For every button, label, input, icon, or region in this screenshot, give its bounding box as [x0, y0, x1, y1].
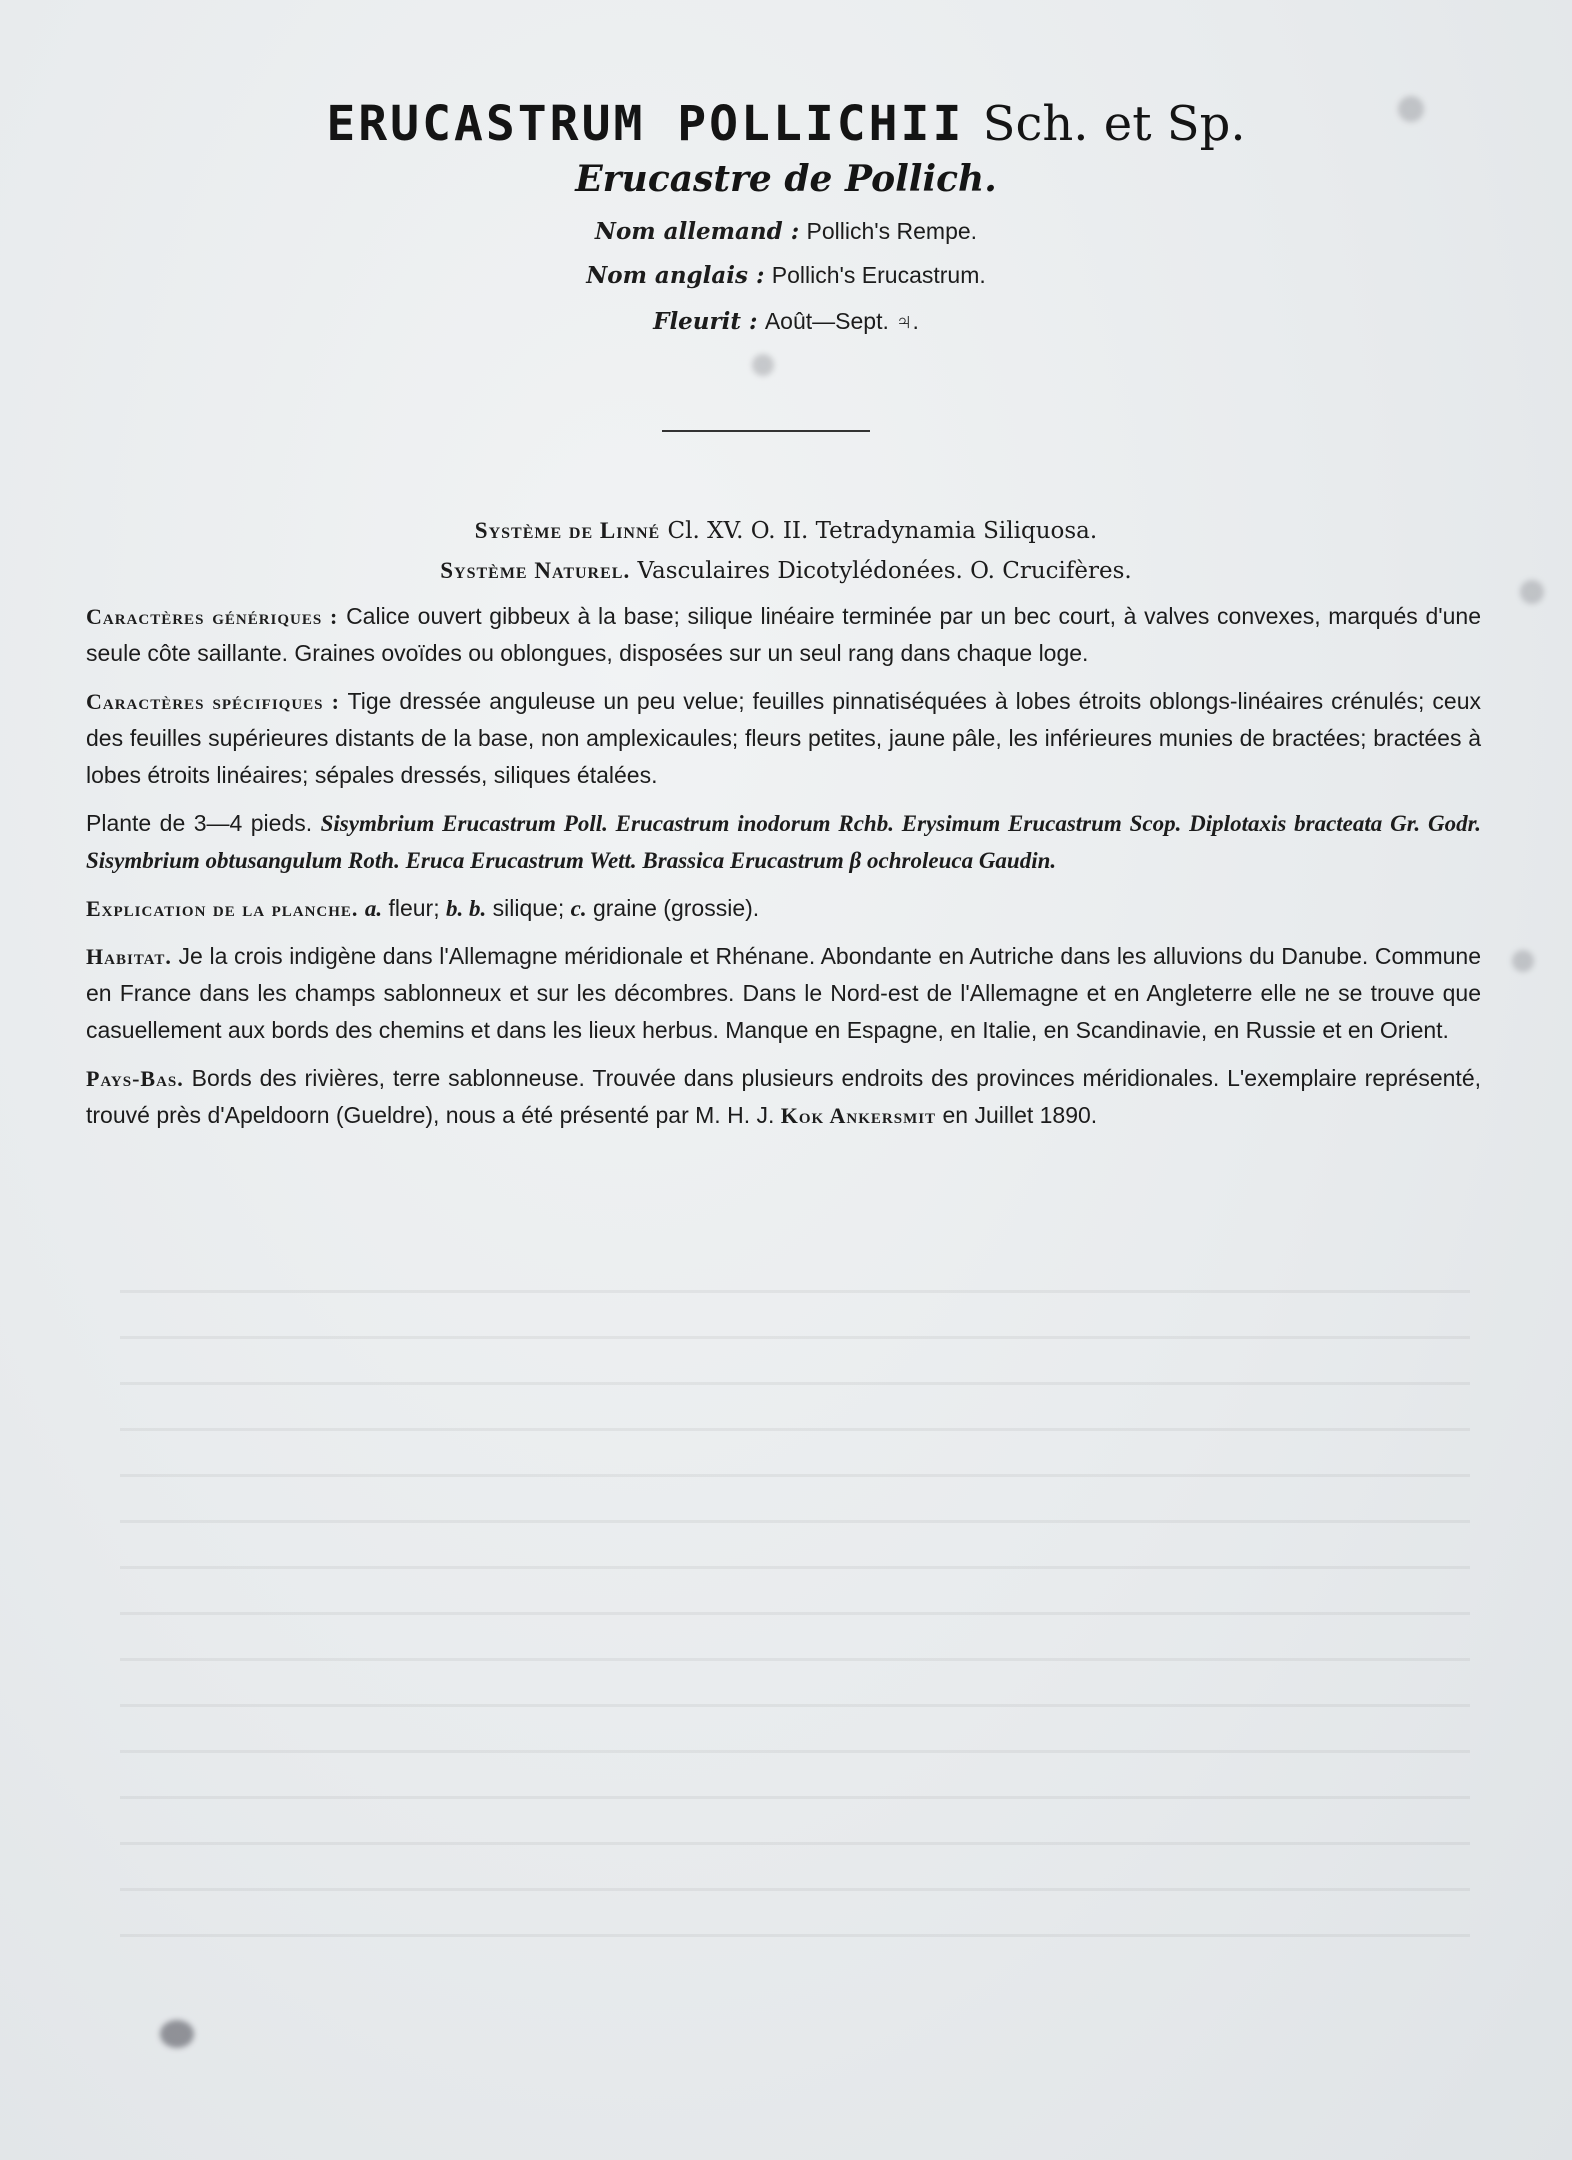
- specific-characters-text: Tige dressée anguleuse un peu velue; feuilles pinnatiséquées à lobes étroits oblongs-linéaires crénulés; ceux des feuilles supérieures distants de la base, non amplexicaules; fleurs petites, jaune pâle, les inférieures munies de bractées; bractées à lobes étroits linéaires; sépales dressés, siliques étalées.: [86, 688, 1482, 788]
- description-body: [86, 598, 1481, 1145]
- explanation-text-a: fleur;: [388, 895, 440, 921]
- generic-characters-text: Calice ouvert gibbeux à la base; silique linéaire terminée par un bec court, à valves convexes, marqués d'une seule côte saillante. Graines ovoïdes ou oblongues, disposées sur un seul rang dans chaque loge.: [86, 603, 1481, 666]
- page-title: [0, 96, 1572, 152]
- natural-system-line: [0, 558, 1572, 584]
- generic-characters-label: Caractères génériques :: [86, 604, 339, 629]
- plate-explanation-label: Explication de la planche.: [86, 896, 359, 921]
- explanation-key-b: b. b.: [445, 896, 487, 921]
- explanation-key-c: c.: [570, 896, 587, 921]
- flowering-line: [0, 308, 1572, 335]
- habitat: [86, 938, 1481, 1049]
- netherlands-date: en Juillet 1890.: [942, 1102, 1098, 1128]
- french-name: Erucastre de Pollich.: [575, 158, 997, 200]
- explanation-text-c: graine (grossie).: [592, 895, 760, 921]
- explanation-text-b: silique;: [492, 895, 565, 921]
- explanation-key-a: a.: [364, 896, 383, 921]
- specific-characters: [86, 683, 1481, 794]
- german-name-line: [0, 218, 1572, 245]
- specific-characters-label: Caractères spécifiques :: [86, 689, 340, 714]
- paper-speck: [1512, 950, 1534, 972]
- paper-speck: [160, 2020, 194, 2048]
- species-authors: Sch. et Sp.: [982, 96, 1246, 152]
- paper-speck: [752, 354, 774, 376]
- netherlands-habitat: [86, 1060, 1481, 1134]
- english-name-value: Pollich's Erucastrum.: [771, 262, 986, 288]
- natural-system-value: Vasculaires Dicotylédonées. O. Crucifères.: [637, 558, 1132, 584]
- bleed-through-text: [120, 1260, 1470, 1960]
- synonyms-text: Sisymbrium Erucastrum Poll. Erucastrum inodorum Rchb. Erysimum Erucastrum Scop. Diplotaxis bracteata Gr. Godr. Sisymbrium obtusangulum Roth. Eruca Erucastrum Wett. Brassica Erucastrum β ochroleuca Gaudin.: [86, 811, 1481, 873]
- flowering-value: Août—Sept. ♃.: [764, 308, 919, 334]
- english-name-line: [0, 262, 1572, 289]
- linne-system-label: Système de Linné: [474, 518, 661, 543]
- natural-system-label: Système Naturel.: [440, 558, 631, 583]
- flowering-label: Fleurit :: [653, 308, 758, 335]
- habitat-label: Habitat.: [86, 944, 172, 969]
- plate-explanation: [86, 890, 1481, 927]
- german-name-label: Nom allemand :: [594, 218, 800, 245]
- plant-synonyms: [86, 805, 1481, 879]
- english-name-label: Nom anglais :: [586, 262, 765, 289]
- german-name-value: Pollich's Rempe.: [806, 218, 978, 244]
- species-name: ERUCASTRUM POLLICHII: [326, 96, 965, 152]
- linne-system-value: Cl. XV. O. II. Tetradynamia Siliquosa.: [667, 518, 1098, 544]
- divider-rule: [662, 430, 870, 432]
- collector-name: Kok Ankersmit: [780, 1103, 937, 1128]
- generic-characters: [86, 598, 1481, 672]
- plant-size-text: Plante de 3—4 pieds.: [86, 810, 313, 836]
- netherlands-text: Bords des rivières, terre sablonneuse. Trouvée dans plusieurs endroits des provinces méridionales. L'exemplaire représenté, trouvé près d'Apeldoorn (Gueldre), nous a été présenté par M. H. J.: [86, 1065, 1482, 1128]
- linne-system-line: [0, 518, 1572, 544]
- netherlands-label: Pays-Bas.: [86, 1066, 184, 1091]
- habitat-text: Je la crois indigène dans l'Allemagne méridionale et Rhénane. Abondante en Autriche dans les alluvions du Danube. Commune en France dans les champs sablonneux et sur les décombres. Dans le Nord-est de l'Allemagne et en Angleterre elle ne se trouve que casuellement aux bords des chemins et dans les lieux herbus. Manque en Espagne, en Italie, en Scandinavie, en Russie et en Orient.: [86, 943, 1481, 1043]
